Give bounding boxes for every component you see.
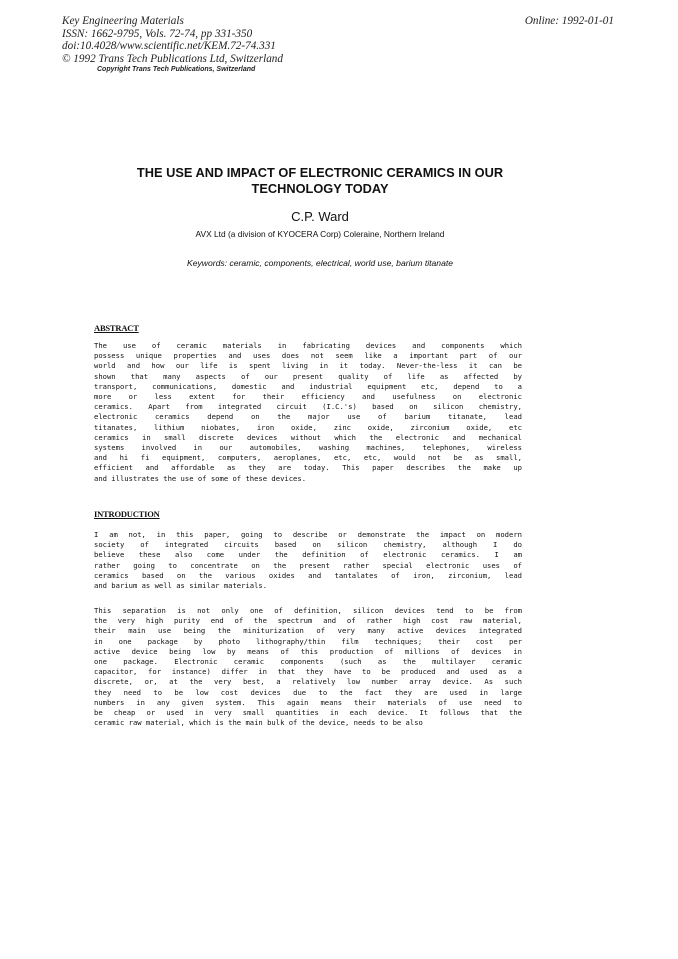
issn-line: ISSN: 1662-9795, Vols. 72-74, pp 331-350 (62, 27, 253, 40)
abstract-line: more or less extent for their efficiency and usefulness on electronic (94, 392, 522, 402)
intro-line: be cheap or used in very small quantities in each device. It follows that the (94, 708, 522, 718)
introduction-paragraph-2 (94, 606, 522, 728)
intro-line: they need to be low cost devices due to the fact they are used in large (94, 687, 522, 697)
intro-line: active device being low by means of this production of millions of devices in (94, 646, 522, 656)
intro-line: ceramic raw material, which is the main bulk of the device, needs to be also (94, 718, 423, 728)
abstract-body (94, 341, 522, 484)
abstract-line: world and how our life is spent living in it today. Never-the-less it can be (94, 361, 522, 371)
introduction-paragraph-1 (94, 530, 522, 591)
abstract-line: transport, communications, domestic and industrial equipment etc, depend to a (94, 381, 522, 391)
abstract-line: shown that many aspects of our present quality of life as affected by (94, 371, 522, 381)
author-name: C.P. Ward (291, 209, 349, 224)
online-date: Online: 1992-01-01 (524, 15, 614, 27)
title-line-2: TECHNOLOGY TODAY (251, 181, 389, 196)
intro-line: society of integrated circuits based on silicon chemistry, although I do (94, 540, 522, 550)
intro-line: numbers in any given system. This again means their materials of use need to (94, 697, 522, 707)
doi-line: doi:10.4028/www.scientific.net/KEM.72-74.331 (62, 40, 276, 53)
abstract-line: and illustrates the use of some of these devices. (94, 473, 307, 483)
intro-line: one package. Electronic ceramic components (such as the multilayer ceramic (94, 657, 522, 667)
paper-title (100, 165, 540, 197)
abstract-line: ceramics. Apart from integrated circuit (I.C.'s) based on silicon chemistry, (94, 402, 522, 412)
abstract-line: titanates, lithium niobates, iron oxide, zinc oxide, zirconium oxide, etc (94, 422, 522, 432)
intro-line: their main use being the miniturization of very many active devices integrated (94, 626, 522, 636)
intro-line: and barium as well as similar materials. (94, 581, 268, 591)
intro-line: believe these also come under the definition of electronic ceramics. I am (94, 550, 522, 560)
abstract-line: electronic ceramics depend on the major use of barium titanate, lead (94, 412, 522, 422)
abstract-line: ceramics in small discrete devices without which the electronic and mechanical (94, 432, 522, 442)
copyright-line: © 1992 Trans Tech Publications Ltd, Switzerland (62, 52, 283, 65)
abstract-line: The use of ceramic materials in fabricating devices and components which (94, 341, 522, 350)
introduction-heading: INTRODUCTION (94, 509, 160, 519)
intro-line: ceramics based on the various oxides and tantalates of iron, zirconium, lead (94, 570, 522, 580)
intro-line: in one package by photo lithography/thin film techniques; their cost per (94, 636, 522, 646)
intro-line: capacitor, for instance) differ in that they have to be produced and used as a (94, 667, 522, 677)
publisher-copyright: Copyright Trans Tech Publications, Switzerland (97, 66, 256, 73)
abstract-line: possess unique properties and uses does not seem like a important part of our (94, 351, 522, 361)
intro-line: rather going to concentrate on the present rather special electronic uses of (94, 560, 522, 570)
abstract-line: and hi fi equipment, computers, aeroplanes, etc, etc, would not be as small, (94, 453, 522, 463)
author-affiliation: AVX Ltd (a division of KYOCERA Corp) Coleraine, Northern Ireland (195, 229, 445, 239)
journal-name: Key Engineering Materials (62, 15, 184, 27)
intro-line: the very high purity end of the spectrum and of rather high cost raw material, (94, 616, 522, 626)
intro-line: discrete, or, at the very best, a relatively low number array device. As such (94, 677, 522, 687)
intro-line: I am not, in this paper, going to describe or demonstrate the impact on modern (94, 530, 522, 539)
intro-line: This separation is not only one of definition, silicon devices tend to be from (94, 606, 522, 615)
keywords: Keywords: ceramic, components, electrical, world use, barium titanate (186, 258, 454, 268)
abstract-line: efficient and affordable as they are today. This paper describes the make up (94, 463, 522, 473)
title-line-1: THE USE AND IMPACT OF ELECTRONIC CERAMICS IN OUR (136, 165, 504, 180)
abstract-heading: ABSTRACT (94, 323, 139, 333)
abstract-line: systems involved in our automobiles, washing machines, telephones, wireless (94, 443, 522, 453)
